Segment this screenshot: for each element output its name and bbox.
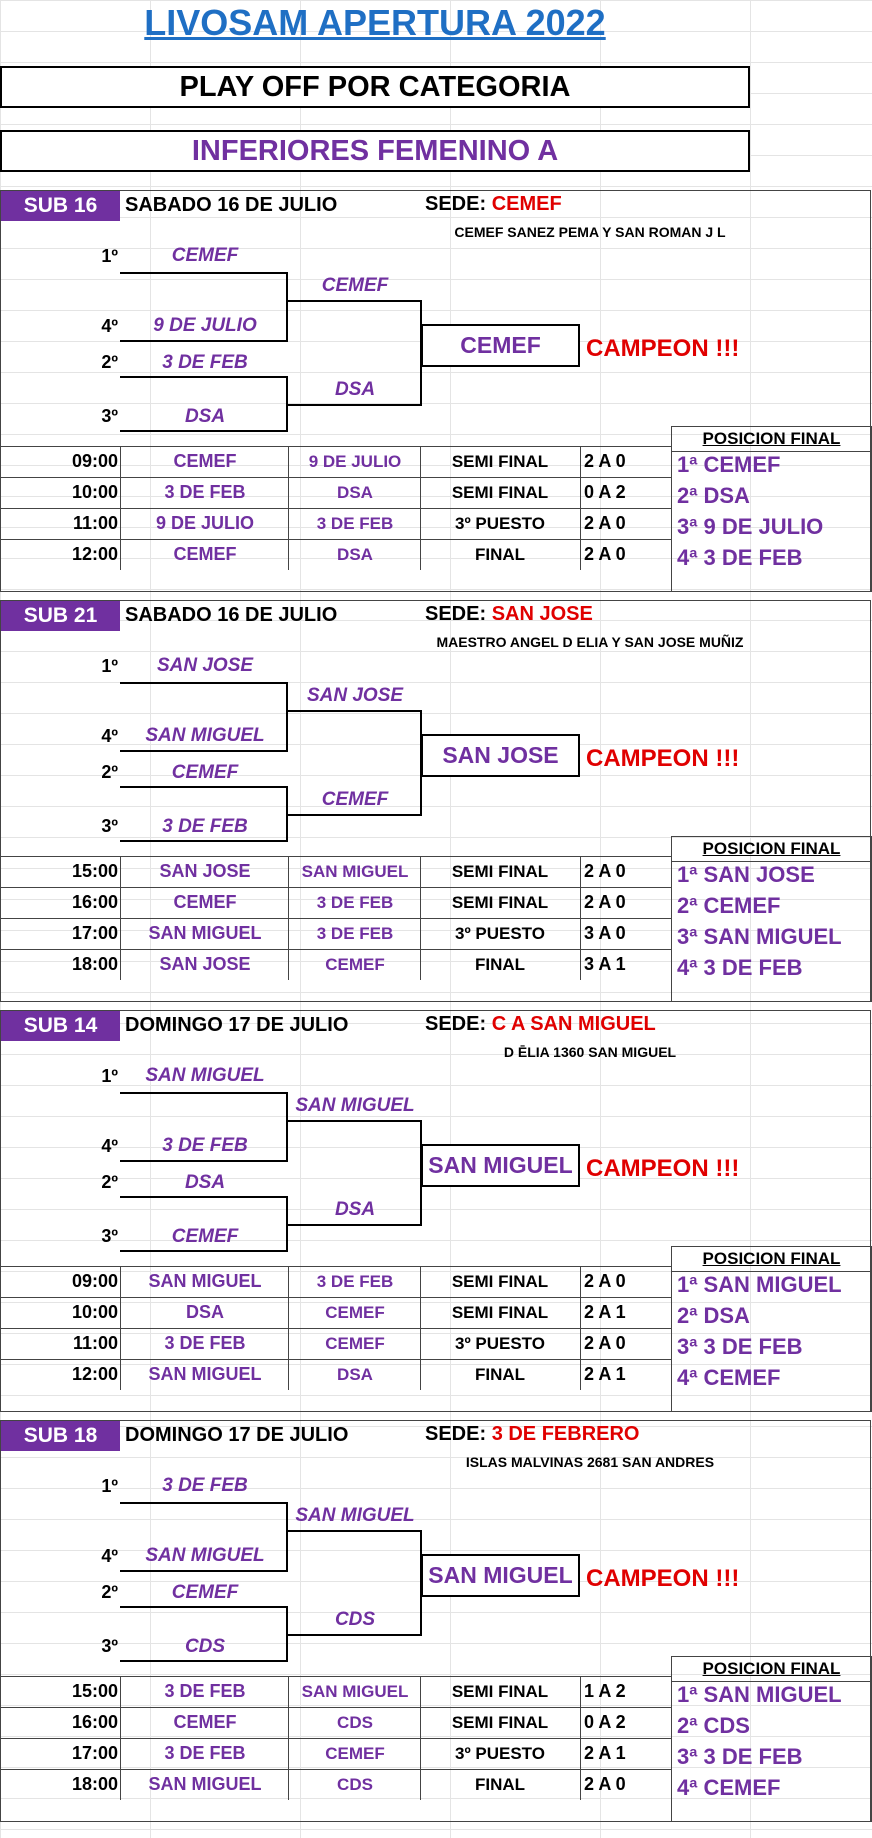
final-positions-header: POSICION FINAL: [672, 1247, 871, 1272]
home-team: 3 DE FEB: [164, 1681, 246, 1701]
away-team: CEMEF: [325, 1334, 385, 1353]
bracket-line: [286, 814, 422, 816]
home-team: SAN MIGUEL: [148, 1271, 262, 1291]
match-round: SEMI FINAL: [451, 1713, 549, 1732]
away-team: 3 DE FEB: [316, 893, 394, 912]
match-time: 15:00: [71, 861, 118, 881]
bracket-team: CEMEF: [171, 1226, 239, 1247]
bracket-line: [120, 340, 288, 342]
bracket-line: [286, 1634, 422, 1636]
bracket-line: [120, 272, 288, 274]
seed-rank: 4º: [101, 316, 118, 336]
match-schedule: [0, 1676, 671, 1800]
finalist-team: SAN JOSE: [306, 685, 404, 706]
match-round: SEMI FINAL: [451, 1303, 549, 1322]
away-team: SAN MIGUEL: [301, 862, 409, 881]
match-time: 12:00: [71, 1364, 118, 1384]
final-position: 2ª CDS: [677, 1713, 750, 1738]
final-position: 1ª CEMEF: [677, 452, 781, 477]
match-score: 0 A 2: [584, 1712, 626, 1732]
seed-rank: 3º: [101, 1226, 118, 1246]
bracket-line: [120, 786, 288, 788]
final-position: 3ª 9 DE JULIO: [677, 514, 824, 539]
away-team: CEMEF: [325, 1303, 385, 1322]
bracket-team: DSA: [184, 1172, 226, 1193]
seed-rank: 1º: [101, 1476, 118, 1496]
match-row: [0, 1266, 671, 1297]
away-team: 3 DE FEB: [316, 924, 394, 943]
bracket-team: SAN MIGUEL: [145, 725, 265, 746]
match-score: 2 A 0: [584, 1333, 626, 1353]
away-team: 3 DE FEB: [316, 514, 394, 533]
final-position: 3ª SAN MIGUEL: [677, 924, 842, 949]
match-time: 10:00: [71, 1302, 118, 1322]
bracket-line: [120, 1196, 288, 1198]
match-score: 1 A 2: [584, 1681, 626, 1701]
away-team: DSA: [337, 1365, 373, 1384]
finalist-team: CDS: [334, 1609, 376, 1630]
category-section-sub-21: [0, 600, 872, 1010]
final-position: 1ª SAN JOSE: [677, 862, 815, 887]
seed-rank: 2º: [101, 352, 118, 372]
venue-label: SEDE:: [425, 193, 487, 215]
bracket-line: [120, 1660, 288, 1662]
match-round: FINAL: [474, 955, 526, 974]
final-positions-panel: [671, 426, 872, 592]
match-date: SABADO 16 DE JULIO: [125, 604, 338, 626]
match-score: 2 A 0: [584, 861, 626, 881]
final-position: 4ª CEMEF: [677, 1365, 781, 1390]
bracket-team: 9 DE JULIO: [153, 315, 257, 336]
champion-label: CAMPEON !!!: [586, 1565, 740, 1592]
bracket-line: [120, 1250, 288, 1252]
finalist-team: SAN MIGUEL: [295, 1095, 415, 1116]
match-date: DOMINGO 17 DE JULIO: [125, 1424, 349, 1446]
final-position: 2ª CEMEF: [677, 893, 781, 918]
category-badge: SUB 14: [1, 1011, 120, 1041]
bracket-team: SAN MIGUEL: [145, 1545, 265, 1566]
bracket-line: [120, 430, 288, 432]
category-section-sub-18: [0, 1420, 872, 1830]
match-time: 16:00: [71, 1712, 118, 1732]
bracket-line: [120, 1092, 288, 1094]
match-time: 18:00: [71, 1774, 118, 1794]
champion-label: CAMPEON !!!: [586, 1155, 740, 1182]
match-round: SEMI FINAL: [451, 893, 549, 912]
finalist-team: DSA: [334, 1199, 376, 1220]
match-time: 15:00: [71, 1681, 118, 1701]
home-team: SAN MIGUEL: [148, 1364, 262, 1384]
venue-name: 3 DE FEBRERO: [491, 1423, 640, 1445]
champion-box: SAN MIGUEL: [421, 1554, 580, 1597]
away-team: CDS: [337, 1713, 373, 1732]
away-team: DSA: [337, 545, 373, 564]
champion-label: CAMPEON !!!: [586, 335, 740, 362]
match-score: 0 A 2: [584, 482, 626, 502]
bracket-line: [120, 376, 288, 378]
away-team: CEMEF: [325, 1744, 385, 1763]
match-round: SEMI FINAL: [451, 1682, 549, 1701]
finalist-team: CEMEF: [321, 789, 389, 810]
match-row: [0, 1328, 671, 1359]
home-team: DSA: [185, 1302, 224, 1322]
match-row: [0, 856, 671, 887]
venue-name: C A SAN MIGUEL: [491, 1013, 656, 1035]
champion-label: CAMPEON !!!: [586, 745, 740, 772]
venue-address: D ĒLIA 1360 SAN MIGUEL: [503, 1044, 677, 1060]
match-round: FINAL: [474, 1365, 526, 1384]
finalist-team: CEMEF: [321, 275, 389, 296]
seed-rank: 2º: [101, 1172, 118, 1192]
match-score: 2 A 1: [584, 1743, 626, 1763]
away-team: 9 DE JULIO: [308, 452, 402, 471]
match-row: [0, 1769, 671, 1800]
venue-label: SEDE:: [425, 1013, 487, 1035]
bracket-team: 3 DE FEB: [162, 1135, 248, 1156]
final-position: 3ª 3 DE FEB: [677, 1334, 803, 1359]
home-team: CEMEF: [173, 451, 237, 471]
bracket-line: [120, 1570, 288, 1572]
match-row: [0, 539, 671, 570]
venue-line: [425, 193, 562, 216]
match-row: [0, 508, 671, 539]
final-position: 4ª CEMEF: [677, 1775, 781, 1800]
final-position: 4ª 3 DE FEB: [677, 955, 803, 980]
match-time: 11:00: [72, 513, 118, 533]
match-score: 3 A 0: [584, 923, 626, 943]
bracket-line: [286, 1092, 288, 1162]
home-team: 3 DE FEB: [164, 1333, 246, 1353]
bracket-team: CEMEF: [171, 245, 239, 266]
away-team: DSA: [337, 483, 373, 502]
match-round: 3º PUESTO: [455, 924, 545, 943]
match-row: [0, 918, 671, 949]
venue-line: [425, 1013, 656, 1036]
home-team: CEMEF: [173, 1712, 237, 1732]
venue-address: MAESTRO ANGEL D ELIA Y SAN JOSE MUÑIZ: [436, 634, 744, 650]
bracket-line: [286, 682, 288, 752]
match-time: 10:00: [71, 482, 118, 502]
bracket-line: [120, 1606, 288, 1608]
seed-rank: 3º: [101, 1636, 118, 1656]
match-round: SEMI FINAL: [451, 1272, 549, 1291]
final-positions-panel: [671, 1246, 872, 1412]
bracket-line: [120, 1502, 288, 1504]
champion-box: CEMEF: [421, 324, 580, 367]
bracket-line: [286, 1502, 288, 1572]
venue-line: [425, 1423, 640, 1446]
main-title: LIVOSAM APERTURA 2022: [144, 2, 606, 43]
seed-rank: 1º: [101, 656, 118, 676]
bracket-team: 3 DE FEB: [162, 816, 248, 837]
match-round: FINAL: [474, 545, 526, 564]
home-team: CEMEF: [173, 544, 237, 564]
bracket-line: [120, 1160, 288, 1162]
bracket-line: [286, 272, 288, 342]
champion-box: SAN MIGUEL: [421, 1144, 580, 1187]
away-team: CEMEF: [325, 955, 385, 974]
match-score: 2 A 1: [584, 1302, 626, 1322]
venue-label: SEDE:: [425, 1423, 487, 1445]
finalist-team: SAN MIGUEL: [295, 1505, 415, 1526]
home-team: 3 DE FEB: [164, 482, 246, 502]
venue-address: ISLAS MALVINAS 2681 SAN ANDRES: [465, 1454, 715, 1470]
bracket-team: 3 DE FEB: [162, 1475, 248, 1496]
final-positions-panel: [671, 836, 872, 1002]
home-team: CEMEF: [173, 892, 237, 912]
match-round: 3º PUESTO: [455, 1334, 545, 1353]
match-date: DOMINGO 17 DE JULIO: [125, 1014, 349, 1036]
match-score: 2 A 0: [584, 544, 626, 564]
match-round: SEMI FINAL: [451, 483, 549, 502]
bracket-team: CEMEF: [171, 1582, 239, 1603]
bracket-line: [120, 750, 288, 752]
bracket-line: [120, 840, 288, 842]
match-schedule: [0, 1266, 671, 1390]
away-team: SAN MIGUEL: [301, 1682, 409, 1701]
match-row: [0, 1738, 671, 1769]
seed-rank: 4º: [101, 726, 118, 746]
away-team: CDS: [337, 1775, 373, 1794]
match-time: 17:00: [71, 1743, 118, 1763]
match-row: [0, 1297, 671, 1328]
home-team: 3 DE FEB: [164, 1743, 246, 1763]
final-position: 1ª SAN MIGUEL: [677, 1682, 842, 1707]
category-badge: SUB 18: [1, 1421, 120, 1451]
match-time: 16:00: [71, 892, 118, 912]
seed-rank: 1º: [101, 246, 118, 266]
match-row: [0, 477, 671, 508]
venue-label: SEDE:: [425, 603, 487, 625]
match-score: 2 A 0: [584, 892, 626, 912]
final-position: 3ª 3 DE FEB: [677, 1744, 803, 1769]
bracket-line: [286, 710, 422, 712]
home-team: 9 DE JULIO: [155, 513, 255, 533]
bracket-line: [286, 300, 422, 302]
home-team: SAN JOSE: [159, 861, 251, 881]
home-team: SAN MIGUEL: [148, 1774, 262, 1794]
match-time: 11:00: [72, 1333, 118, 1353]
seed-rank: 3º: [101, 406, 118, 426]
match-time: 17:00: [71, 923, 118, 943]
seed-rank: 2º: [101, 1582, 118, 1602]
match-row: [0, 1359, 671, 1390]
bracket-line: [120, 682, 288, 684]
finalist-team: DSA: [334, 379, 376, 400]
final-positions-header: POSICION FINAL: [672, 427, 871, 452]
subtitle-box: PLAY OFF POR CATEGORIA: [0, 66, 750, 108]
match-time: 18:00: [71, 954, 118, 974]
match-round: SEMI FINAL: [451, 862, 549, 881]
seed-rank: 2º: [101, 762, 118, 782]
final-positions-panel: [671, 1656, 872, 1822]
match-score: 2 A 1: [584, 1364, 626, 1384]
bracket-line: [286, 1224, 422, 1226]
bracket-line: [286, 404, 422, 406]
match-score: 2 A 0: [584, 451, 626, 471]
match-time: 12:00: [71, 544, 118, 564]
venue-line: [425, 603, 593, 626]
final-positions-header: POSICION FINAL: [672, 1657, 871, 1682]
match-row: [0, 887, 671, 918]
bracket-team: SAN MIGUEL: [145, 1065, 265, 1086]
bracket-line: [286, 1120, 422, 1122]
bracket-team: DSA: [184, 406, 226, 427]
match-round: FINAL: [474, 1775, 526, 1794]
final-position: 2ª DSA: [677, 1303, 750, 1328]
home-team: SAN JOSE: [159, 954, 251, 974]
final-position: 2ª DSA: [677, 483, 750, 508]
venue-name: CEMEF: [491, 193, 562, 215]
category-section-sub-14: [0, 1010, 872, 1420]
match-row: [0, 446, 671, 477]
bracket-team: SAN JOSE: [156, 655, 254, 676]
match-score: 3 A 1: [584, 954, 626, 974]
bracket-line: [286, 1530, 422, 1532]
seed-rank: 1º: [101, 1066, 118, 1086]
match-round: 3º PUESTO: [455, 1744, 545, 1763]
match-score: 2 A 0: [584, 1774, 626, 1794]
champion-box: SAN JOSE: [421, 734, 580, 777]
match-time: 09:00: [71, 451, 118, 471]
venue-address: CEMEF SANEZ PEMA Y SAN ROMAN J L: [454, 224, 726, 240]
category-box: INFERIORES FEMENINO A: [0, 130, 750, 172]
match-round: SEMI FINAL: [451, 452, 549, 471]
category-badge: SUB 16: [1, 191, 120, 221]
match-schedule: [0, 446, 671, 570]
match-row: [0, 1707, 671, 1738]
bracket-team: CDS: [184, 1636, 226, 1657]
match-score: 2 A 0: [584, 1271, 626, 1291]
match-schedule: [0, 856, 671, 980]
match-round: 3º PUESTO: [455, 514, 545, 533]
away-team: 3 DE FEB: [316, 1272, 394, 1291]
match-time: 09:00: [71, 1271, 118, 1291]
final-position: 1ª SAN MIGUEL: [677, 1272, 842, 1297]
final-position: 4ª 3 DE FEB: [677, 545, 803, 570]
category-section-sub-16: [0, 190, 872, 600]
bracket-team: CEMEF: [171, 762, 239, 783]
home-team: SAN MIGUEL: [148, 923, 262, 943]
seed-rank: 4º: [101, 1546, 118, 1566]
match-row: [0, 1676, 671, 1707]
match-score: 2 A 0: [584, 513, 626, 533]
seed-rank: 3º: [101, 816, 118, 836]
venue-name: SAN JOSE: [491, 603, 593, 625]
category-badge: SUB 21: [1, 601, 120, 631]
final-positions-header: POSICION FINAL: [672, 837, 871, 862]
match-date: SABADO 16 DE JULIO: [125, 194, 338, 216]
seed-rank: 4º: [101, 1136, 118, 1156]
bracket-team: 3 DE FEB: [162, 352, 248, 373]
match-row: [0, 949, 671, 980]
